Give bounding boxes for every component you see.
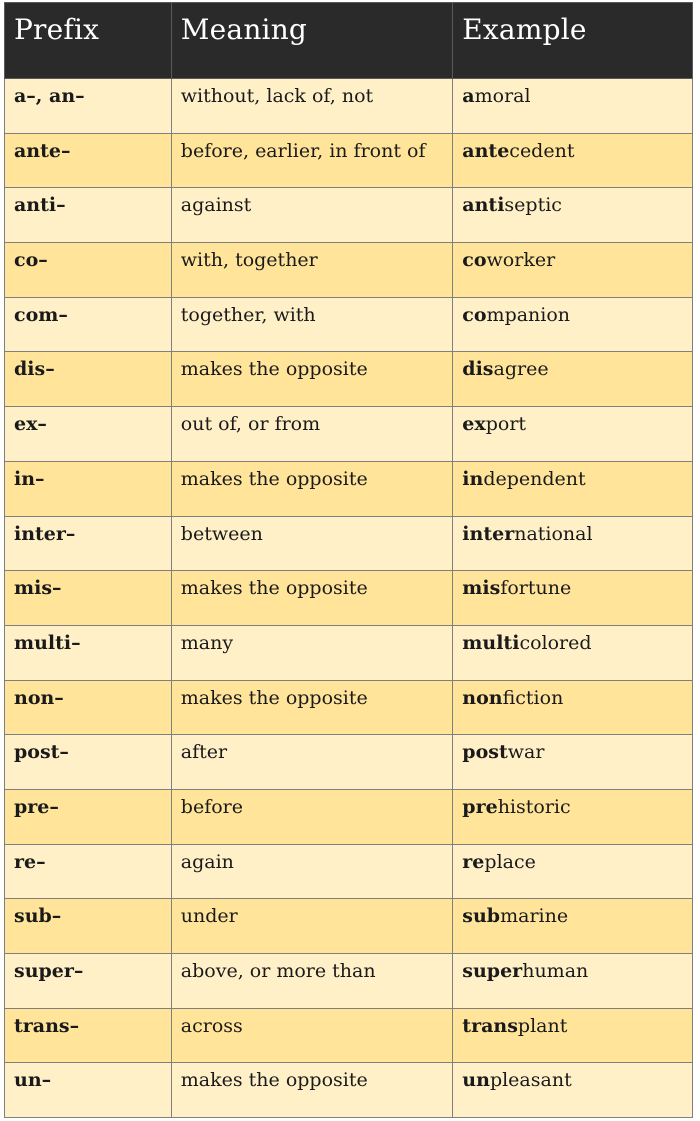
- table-row: [5, 407, 693, 462]
- example-rest-part: plant: [517, 1014, 568, 1037]
- example-prefix-part: dis: [462, 358, 494, 381]
- example-cell: [453, 407, 693, 462]
- example-rest-part: marine: [500, 905, 569, 928]
- example-rest-part: septic: [504, 194, 562, 217]
- prefix-cell: mis–: [5, 571, 172, 626]
- table-row: [5, 571, 693, 626]
- example-rest-part: human: [522, 960, 589, 982]
- example-rest-part: place: [484, 850, 536, 873]
- meaning-cell: between: [171, 516, 453, 571]
- meaning-cell: under: [171, 899, 453, 954]
- prefix-cell: anti–: [5, 188, 172, 243]
- example-cell: [453, 899, 693, 954]
- meaning-cell: across: [171, 1008, 453, 1063]
- prefix-cell: co–: [5, 243, 172, 298]
- example-prefix-part: un: [462, 1069, 490, 1092]
- meaning-cell: with, together: [171, 243, 453, 298]
- example-rest-part: cedent: [509, 139, 575, 162]
- table-row: [5, 352, 693, 407]
- example-prefix-part: co: [462, 249, 487, 272]
- meaning-cell: against: [171, 188, 453, 243]
- meaning-cell: without, lack of, not: [171, 79, 453, 134]
- meaning-cell: after: [171, 735, 453, 790]
- example-prefix-part: post: [462, 741, 508, 764]
- prefix-cell: trans–: [5, 1008, 172, 1063]
- example-rest-part: fiction: [502, 686, 564, 709]
- table-row: [5, 954, 693, 1009]
- example-rest-part: moral: [474, 85, 531, 107]
- example-rest-part: pleasant: [489, 1069, 572, 1092]
- example-prefix-part: in: [462, 467, 484, 490]
- meaning-cell: makes the opposite: [171, 461, 453, 516]
- table-row: [5, 735, 693, 790]
- example-prefix-part: super: [462, 960, 523, 982]
- example-cell: [453, 625, 693, 680]
- meaning-cell: makes the opposite: [171, 680, 453, 735]
- prefix-cell: a–, an–: [5, 79, 172, 134]
- example-cell: [453, 461, 693, 516]
- prefix-cell: in–: [5, 461, 172, 516]
- meaning-cell: together, with: [171, 297, 453, 352]
- meaning-cell: again: [171, 844, 453, 899]
- example-rest-part: war: [507, 741, 545, 764]
- table-row: [5, 516, 693, 571]
- prefix-cell: non–: [5, 680, 172, 735]
- example-rest-part: agree: [493, 358, 549, 381]
- table-row: [5, 297, 693, 352]
- example-rest-part: dependent: [483, 467, 586, 490]
- prefix-cell: super–: [5, 954, 172, 1009]
- example-prefix-part: a: [462, 85, 475, 107]
- example-prefix-part: anti: [462, 194, 505, 217]
- example-cell: [453, 243, 693, 298]
- table-row: [5, 1008, 693, 1063]
- example-cell: [453, 188, 693, 243]
- example-rest-part: fortune: [500, 577, 572, 600]
- table-row: [5, 461, 693, 516]
- meaning-cell: out of, or from: [171, 407, 453, 462]
- table-row: [5, 680, 693, 735]
- example-prefix-part: ex: [462, 413, 486, 436]
- example-prefix-part: trans: [462, 1014, 518, 1037]
- example-cell: [453, 297, 693, 352]
- example-cell: [453, 133, 693, 188]
- example-cell: [453, 844, 693, 899]
- meaning-cell: makes the opposite: [171, 571, 453, 626]
- header-row: [5, 3, 693, 79]
- table-row: [5, 79, 693, 134]
- example-prefix-part: inter: [462, 522, 515, 545]
- table-row: [5, 899, 693, 954]
- example-cell: [453, 571, 693, 626]
- example-rest-part: port: [485, 413, 527, 436]
- example-rest-part: worker: [486, 249, 556, 272]
- example-prefix-part: sub: [462, 905, 501, 928]
- table-row: [5, 844, 693, 899]
- meaning-cell: many: [171, 625, 453, 680]
- example-prefix-part: non: [462, 686, 503, 709]
- example-prefix-part: co: [462, 303, 487, 326]
- prefix-cell: un–: [5, 1063, 172, 1118]
- meaning-cell: above, or more than: [171, 954, 453, 1009]
- meaning-cell: before, earlier, in front of: [171, 133, 453, 188]
- example-prefix-part: mis: [462, 577, 501, 600]
- example-cell: [453, 954, 693, 1009]
- example-cell: [453, 352, 693, 407]
- table-body: [5, 79, 693, 1118]
- prefix-cell: com–: [5, 297, 172, 352]
- header-prefix: Prefix: [5, 3, 172, 79]
- example-cell: [453, 1063, 693, 1118]
- header-example: Example: [453, 3, 693, 79]
- prefix-cell: inter–: [5, 516, 172, 571]
- table-row: [5, 625, 693, 680]
- example-prefix-part: pre: [462, 795, 498, 818]
- table-row: [5, 789, 693, 844]
- example-rest-part: national: [514, 522, 593, 545]
- prefix-table: [4, 2, 693, 1118]
- meaning-cell: makes the opposite: [171, 352, 453, 407]
- table-row: [5, 243, 693, 298]
- example-rest-part: historic: [497, 795, 571, 818]
- example-rest-part: colored: [519, 631, 592, 654]
- table-row: [5, 188, 693, 243]
- example-cell: [453, 735, 693, 790]
- meaning-cell: before: [171, 789, 453, 844]
- example-cell: [453, 789, 693, 844]
- example-prefix-part: re: [462, 850, 485, 873]
- example-prefix-part: multi: [462, 631, 520, 654]
- prefix-cell: pre–: [5, 789, 172, 844]
- example-cell: [453, 516, 693, 571]
- prefix-cell: multi–: [5, 625, 172, 680]
- example-cell: [453, 1008, 693, 1063]
- meaning-cell: makes the opposite: [171, 1063, 453, 1118]
- table-row: [5, 1063, 693, 1118]
- prefix-cell: post–: [5, 735, 172, 790]
- prefix-cell: dis–: [5, 352, 172, 407]
- example-prefix-part: ante: [462, 139, 510, 162]
- prefix-cell: re–: [5, 844, 172, 899]
- prefix-cell: ex–: [5, 407, 172, 462]
- table-row: [5, 133, 693, 188]
- prefix-cell: ante–: [5, 133, 172, 188]
- example-rest-part: mpanion: [486, 303, 571, 326]
- table-header: [5, 3, 693, 79]
- example-cell: [453, 79, 693, 134]
- example-cell: [453, 680, 693, 735]
- header-meaning: Meaning: [171, 3, 453, 79]
- prefix-cell: sub–: [5, 899, 172, 954]
